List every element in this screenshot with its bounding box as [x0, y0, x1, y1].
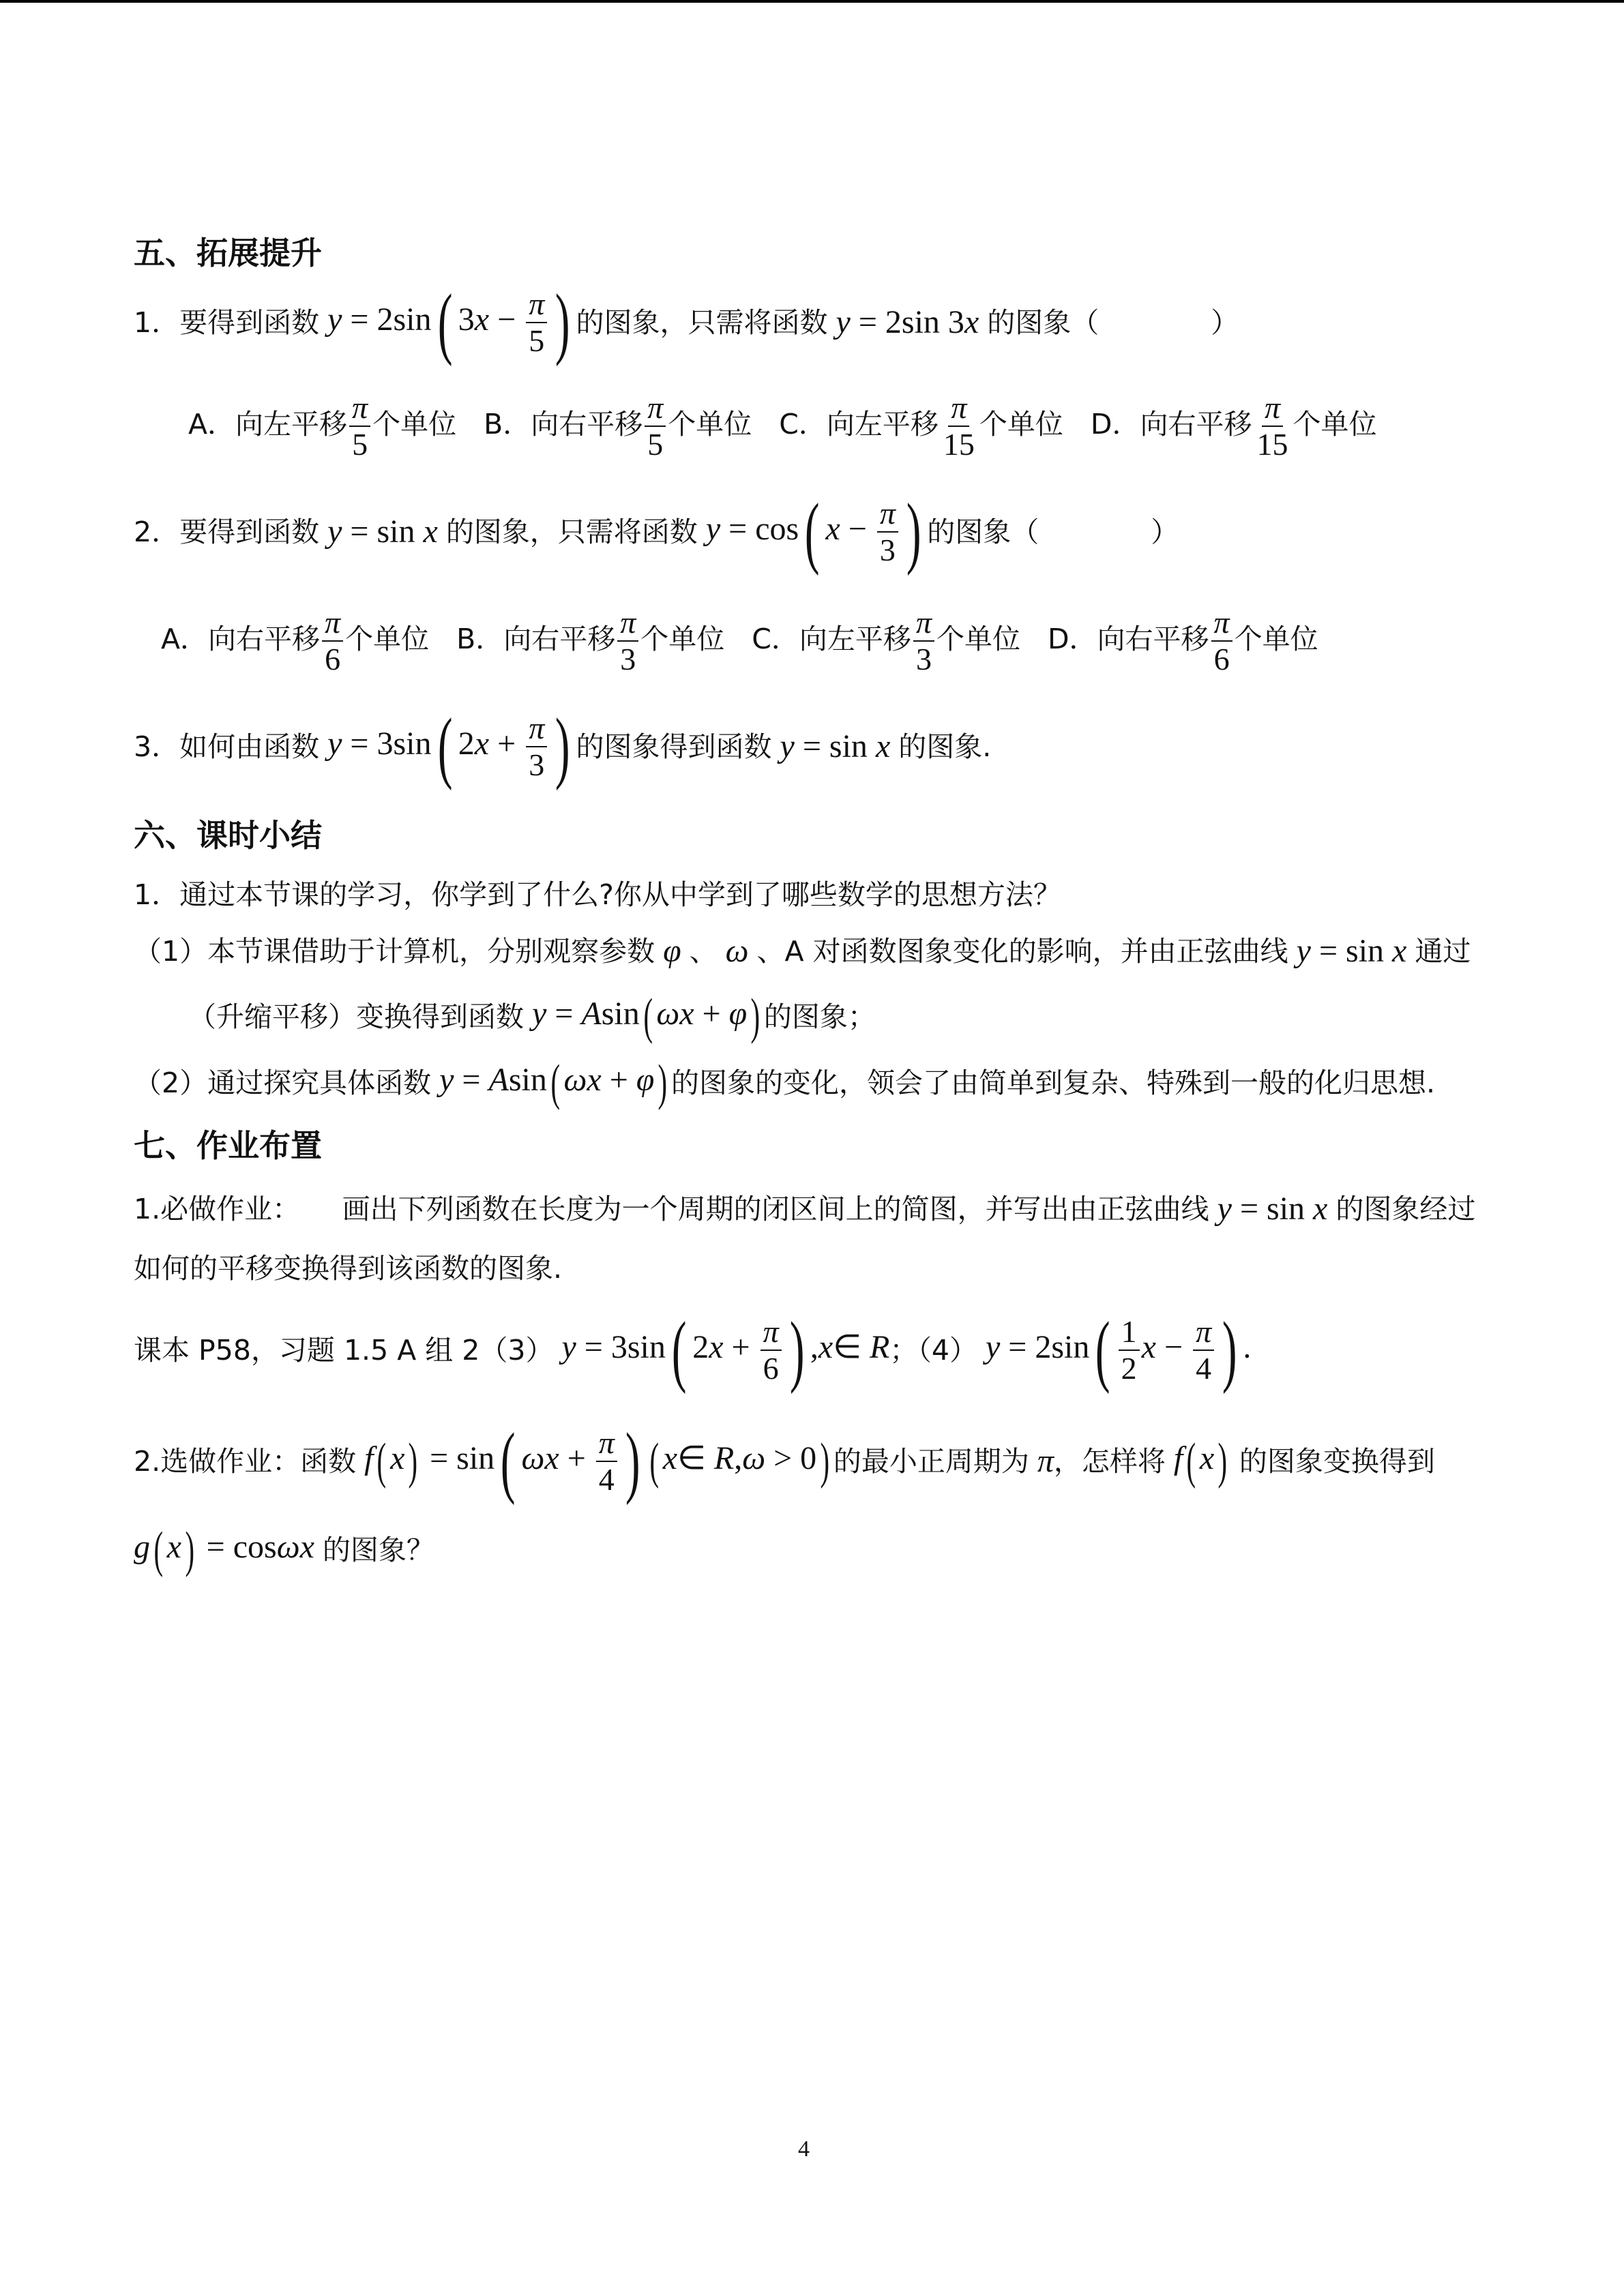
question-3 [134, 702, 992, 791]
question-2-options [161, 603, 1346, 679]
question-text: 的图象，只需将函数 [576, 305, 828, 339]
homework-line-1: 1.必做作业： 画出下列函数在长度为一个周期的闭区间上的简图，并写出由正弦曲线 y = sin x 的图象经过 [134, 1191, 1476, 1227]
question-text: 的图象（ ） [927, 515, 1179, 548]
fraction: $\frac{\pi}{3}$ [526, 712, 547, 782]
formula: y = sin x [771, 728, 891, 764]
question-text: 要得到函数 [179, 305, 320, 339]
formula: y = sin x [1209, 1191, 1328, 1227]
question-text: 如何由函数 [179, 730, 320, 763]
formula: y = 3sin( 2x + $\frac{\pi}{3}$ ) [319, 702, 570, 791]
option-d[interactable]: D．向右平移 $\frac{\pi}{6}$ 个单位 [1047, 604, 1318, 676]
option-b[interactable]: B．向右平移 $\frac{\pi}{3}$ 个单位 [456, 604, 725, 676]
formula: y = sin x [1288, 933, 1407, 969]
section-heading-6: 六、课时小结 [134, 817, 322, 854]
formula: y = 2sin( 3x − $\frac{\pi}{5}$ ) [319, 278, 570, 367]
question-2 [134, 487, 1179, 576]
question-text: 的图象得到函数 [576, 730, 772, 763]
page-number: 4 [798, 2136, 810, 2162]
question-number: 2． [134, 515, 180, 548]
section-heading-5: 五、拓展提升 [134, 235, 322, 271]
formula: f( x) = sin( ωx + $\frac{\pi}{4}$ ) ( x∈ R,ω > 0) [356, 1416, 830, 1506]
homework-line-4: 2.选做作业：函数 f( x) = sin( ωx + $\frac{\pi}{4}$ ) ( x∈ R,ω > 0) 的最小正周期为 π ，怎样将 f( x) 的图象变换得到 [134, 1416, 1435, 1506]
homework-line-2: 如何的平移变换得到该函数的图象. [134, 1252, 563, 1285]
summary-line-1: 1．通过本节课的学习，你学到了什么?你从中学到了哪些数学的思想方法？ [134, 878, 1061, 911]
question-text: 的图象（ ） [987, 305, 1239, 339]
option-c[interactable]: C．向左平移 $\frac{\pi}{3}$ 个单位 [752, 604, 1020, 676]
formula: y = Asin( ωx + φ) [524, 989, 761, 1045]
formula: y = Asin( ωx + φ) [431, 1055, 668, 1111]
homework-line-5: g( x) = cosωx 的图象？ [134, 1522, 434, 1578]
option-c[interactable]: C．向左平移 $\frac{\pi}{15}$ 个单位 [779, 389, 1063, 462]
section-heading-7: 七、作业布置 [134, 1127, 322, 1164]
formula: y = 3sin( 2x + $\frac{\pi}{6}$ ) ,x∈ R [553, 1305, 890, 1395]
question-text: 的图象. [898, 730, 992, 763]
question-number: 3． [134, 730, 180, 763]
summary-line-2: （1）本节课借助于计算机，分别观察参数 φ 、 ω 、A 对函数图象变化的影响，并由正弦曲线 y = sin x 通过 [134, 933, 1471, 969]
question-number: 1． [134, 305, 180, 339]
option-d[interactable]: D．向右平移 $\frac{\pi}{15}$ 个单位 [1090, 389, 1377, 462]
formula: y = 2sin( $\frac{1}{2}$ x − $\frac{\pi}{4}$ ) . [977, 1305, 1252, 1395]
formula: y = 2sin 3x [827, 304, 979, 340]
formula: f( x) [1165, 1433, 1228, 1489]
top-border [0, 0, 1624, 3]
formula: y = cos( x − $\frac{\pi}{3}$ ) [697, 487, 921, 576]
fraction: $\frac{\pi}{5}$ [526, 288, 547, 358]
option-a[interactable]: A．向右平移 $\frac{\pi}{6}$ 个单位 [161, 604, 430, 676]
summary-line-4: （2）通过探究具体函数 y = Asin( ωx + φ) 的图象的变化，领会了由简单到复杂、特殊到一般的化归思想. [134, 1055, 1436, 1111]
formula: y = sin x [319, 513, 438, 550]
homework-line-3: 课本 P58，习题 1.5 A 组 2（3） y = 3sin( 2x + $\frac{\pi}{6}$ ) ,x∈ R ；（4） y = 2sin( $\frac{1}{2}$ x − $\frac{\pi}{4}$ ) . [134, 1305, 1252, 1395]
option-b[interactable]: B．向右平移 $\frac{\pi}{5}$ 个单位 [484, 389, 752, 462]
question-text: 要得到函数 [179, 515, 320, 548]
question-text: 的图象，只需将函数 [445, 515, 698, 548]
formula: g( x) = cosωx [134, 1522, 314, 1578]
fraction: $\frac{\pi}{3}$ [877, 497, 898, 567]
summary-line-3: （升缩平移）变换得到函数 y = Asin( ωx + φ) 的图象； [188, 989, 876, 1045]
question-1 [134, 278, 1239, 367]
option-a[interactable]: A．向左平移 $\frac{\pi}{5}$ 个单位 [188, 389, 457, 462]
question-1-options [188, 389, 1404, 464]
